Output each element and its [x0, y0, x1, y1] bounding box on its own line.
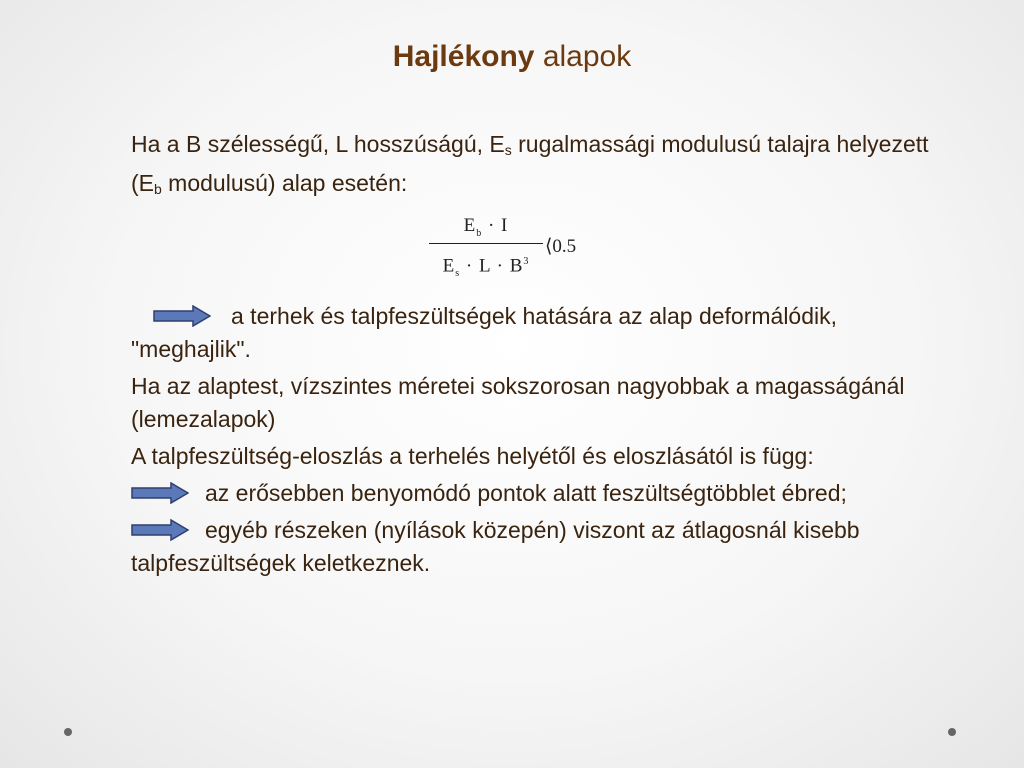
arrow-paragraph-3: [131, 514, 931, 580]
right-arrow-icon: [131, 482, 189, 504]
right-arrow-icon: [153, 305, 211, 327]
arrow-text-2: az erősebben benyomódó pontok alatt feszültségtöbblet ébred;: [205, 480, 847, 506]
title-rest: alapok: [542, 40, 632, 73]
num-rest: · I: [482, 215, 509, 236]
intro-text-3: modulusú) alap esetén:: [161, 170, 408, 196]
intro-subscript-s: s: [504, 142, 512, 158]
nav-dot-right-icon: [948, 728, 956, 736]
formula-denominator: [429, 246, 543, 278]
arrow-paragraph-2: [131, 477, 931, 510]
arrow-text-1: a terhek és talpfeszültségek hatására az alap deformálódik, "meghajlik".: [131, 303, 838, 362]
paragraph-3: A talpfeszültség-eloszlás a terhelés helyétől és eloszlásától is függ:: [131, 443, 814, 469]
intro-paragraph: [131, 128, 931, 206]
stiffness-formula: [131, 210, 931, 286]
num-E: E: [463, 215, 477, 236]
page-title: [0, 40, 1024, 74]
intro-subscript-b: b: [154, 181, 162, 197]
formula-relation: ⟨0.5: [545, 236, 577, 257]
num-sub: b: [476, 227, 483, 239]
nav-dot-left-icon: [64, 728, 72, 736]
right-arrow-icon: [131, 519, 189, 541]
paragraph-2: Ha az alaptest, vízszintes méretei sokszorosan nagyobbak a magasságánál (lemezalapok): [131, 373, 905, 432]
arrow-text-3: egyéb részeken (nyílások közepén) viszont az átlagosnál kisebb talpfeszültségek keletkeznek.: [131, 517, 860, 576]
title-bold: Hajlékony: [392, 40, 535, 73]
den-exp: 3: [523, 256, 530, 267]
intro-text-1: Ha a B szélességű, L hosszúságú, E: [131, 131, 505, 157]
arrow-paragraph-1: [131, 300, 931, 366]
den-sub: s: [455, 268, 461, 280]
slide-body: [131, 128, 931, 584]
den-rest: · L · B: [460, 255, 524, 277]
intro-text-2: rugalmassági modulusú talajra helyezett (E: [131, 131, 929, 196]
fraction-bar: [429, 243, 543, 244]
den-E: E: [442, 255, 456, 277]
formula-fraction: [429, 210, 543, 278]
formula-numerator: [429, 210, 543, 242]
